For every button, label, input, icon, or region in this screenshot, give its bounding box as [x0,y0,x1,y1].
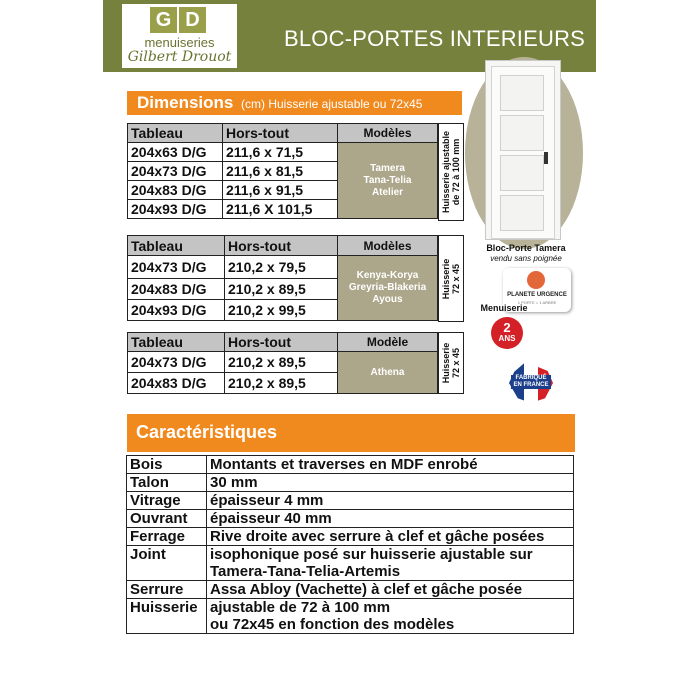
brand-logo [122,4,237,68]
page-title: BLOC-PORTES INTERIEURS [284,26,586,51]
characteristic-key: Joint [127,546,207,581]
garantie-badge [479,303,529,353]
caracteristiques-table [126,455,574,634]
characteristic-value: épaisseur 4 mm [207,492,574,510]
characteristic-value: Assa Abloy (Vachette) à clef et gâche posée [207,581,574,599]
column-header-hors-tout: Hors-tout [225,236,338,256]
characteristic-key: Ouvrant [127,510,207,528]
table-cell-hors-tout: 210,2 x 89,5 [225,279,338,300]
table-cell-hors-tout: 210,2 x 79,5 [225,256,338,279]
caracteristiques-section-bar [127,414,575,452]
door-illustration [485,60,561,240]
characteristic-value: Rive droite avec serrure à clef et gâche posées [207,528,574,546]
garantie-seal-icon [491,317,523,349]
logo-monogram [150,7,208,33]
table-cell-tableau: 204x83 D/G [128,279,225,300]
logo-letter-d: D [179,7,206,33]
table-row [127,528,574,546]
dimensions-table-3 [127,332,438,394]
planete-urgence-sublabel: 1 PORTE = 1 ARBRE [517,300,557,305]
door-glass-panel [500,75,544,111]
characteristic-value: épaisseur 40 mm [207,510,574,528]
dimensions-table-2 [127,235,438,321]
characteristic-key: Bois [127,456,207,474]
dimensions-subtitle: (cm) Huisserie ajustable ou 72x45 [241,97,423,111]
product-sub-caption: vendu sans poignée [490,254,562,263]
garantie-label: Menuiserie [480,303,528,313]
column-header-tableau: Tableau [128,236,225,256]
logo-line-menuiseries: menuiseries [144,35,215,50]
door-handle-icon [544,152,548,164]
characteristic-value: ajustable de 72 à 100 mm ou 72x45 en fonction des modèles [207,599,574,634]
huisserie-note-line: de 72 à 100 mm [451,138,461,206]
table-cell-hors-tout: 210,2 x 99,5 [225,300,338,321]
fabrique-en-france-label: FABRIQUÉ EN FRANCE [511,375,551,389]
column-header-hors-tout: Hors-tout [225,333,338,352]
garantie-value: 2 [503,320,511,335]
models-cell [338,256,438,321]
model-name: Tana-Telia [363,174,412,186]
huisserie-note-line: 72 x 45 [451,347,461,379]
table-cell-tableau: 204x83 D/G [128,181,223,200]
fabrique-en-france-badge [507,357,557,407]
huisserie-note-2 [438,235,464,322]
characteristic-key: Vitrage [127,492,207,510]
tree-icon [527,271,545,289]
column-header-hors-tout: Hors-tout [223,124,338,143]
model-name: Tamera [370,162,405,174]
table-cell-hors-tout: 211,6 x 91,5 [223,181,338,200]
model-name: Atelier [371,186,404,198]
characteristic-value: isophonique posé sur huisserie ajustable sur Tamera-Tana-Telia-Artemis [207,546,574,581]
models-cell [338,143,438,219]
model-name: Greyria-Blakeria [348,282,427,293]
door-glass-panel [500,155,544,191]
model-name: Ayous [372,294,403,305]
table-cell-tableau: 204x93 D/G [128,300,225,321]
column-header-modele: Modèle [338,333,438,352]
table-cell-tableau: 204x83 D/G [128,373,225,394]
characteristic-value: Montants et traverses en MDF enrobé [207,456,574,474]
characteristic-key: Talon [127,474,207,492]
product-caption: Bloc-Porte Tamera [486,243,566,253]
models-cell [338,352,438,394]
table-cell-tableau: 204x73 D/G [128,162,223,181]
table-row [127,474,574,492]
door-glass-panel [500,195,544,231]
garantie-unit: ANS [498,334,516,343]
table-cell-hors-tout: 211,6 x 81,5 [223,162,338,181]
planete-urgence-label: PLANETE URGENCE [507,292,567,298]
caracteristiques-title: Caractéristiques [136,422,278,442]
huisserie-note-line: 72 x 45 [451,263,461,294]
huisserie-note-line: Huisserie [441,258,451,299]
dimensions-title: Dimensions [137,93,234,112]
table-cell-tableau: 204x73 D/G [128,352,225,373]
huisserie-note-line: Huisserie [441,342,451,384]
table-cell-hors-tout: 211,6 x 71,5 [223,143,338,162]
characteristic-value: 30 mm [207,474,574,492]
table-row [127,599,574,634]
table-cell-tableau: 204x63 D/G [128,143,223,162]
table-row [127,510,574,528]
column-header-modeles: Modèles [338,124,438,143]
characteristic-key: Serrure [127,581,207,599]
table-row [127,581,574,599]
huisserie-note-3 [438,332,464,394]
huisserie-note-1 [438,123,464,221]
table-row [127,492,574,510]
model-name: Kenya-Korya [356,270,419,281]
characteristic-key: Huisserie [127,599,207,634]
model-name: Athena [370,366,405,378]
table-row [127,546,574,581]
table-cell-hors-tout: 210,2 x 89,5 [225,352,338,373]
table-cell-hors-tout: 211,6 X 101,5 [223,200,338,219]
column-header-tableau: Tableau [128,124,223,143]
table-cell-hors-tout: 210,2 x 89,5 [225,373,338,394]
characteristic-key: Ferrage [127,528,207,546]
table-row [127,456,574,474]
door-glass-panel [500,115,544,151]
logo-line-signature: Gilbert Drouot [127,49,232,65]
huisserie-note-line: Huisserie ajustable [441,130,451,214]
logo-letter-g: G [150,7,177,33]
table-cell-tableau: 204x93 D/G [128,200,223,219]
table-cell-tableau: 204x73 D/G [128,256,225,279]
dimensions-section-bar [127,91,462,115]
dimensions-table-1 [127,123,438,219]
column-header-modeles: Modèles [338,236,438,256]
column-header-tableau: Tableau [128,333,225,352]
